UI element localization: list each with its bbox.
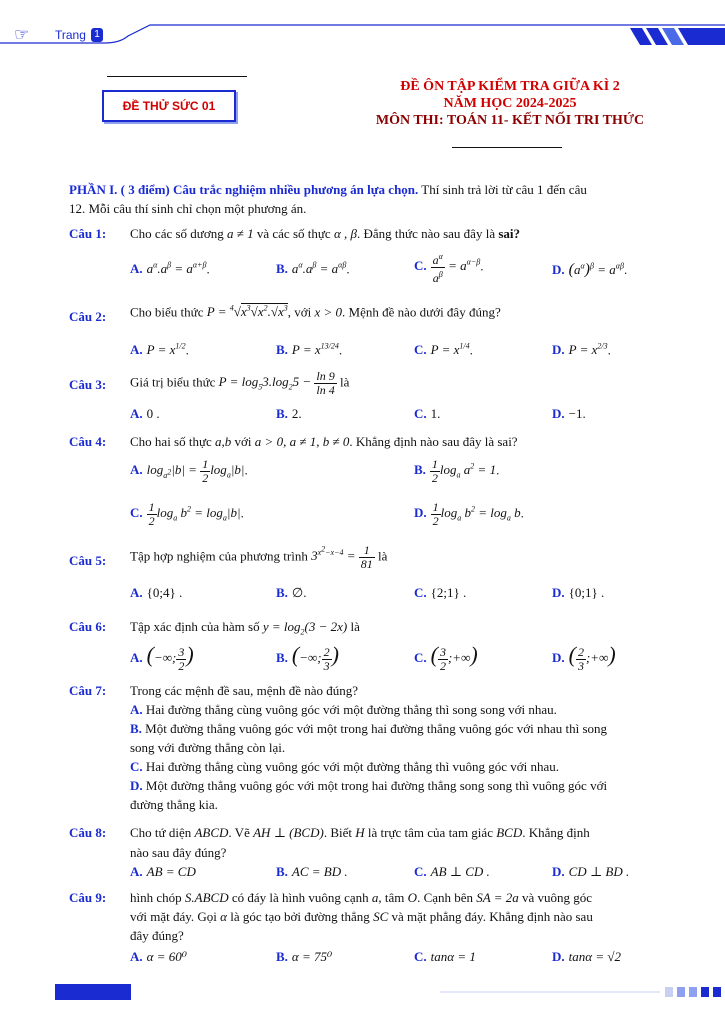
option-key: A. (130, 406, 143, 421)
option-key: B. (276, 585, 288, 600)
exam-badge-label: ĐỀ THỬ SỨC 01 (122, 99, 216, 113)
option-key: D. (552, 949, 565, 964)
q1-label: Câu 1: (69, 226, 107, 241)
option-key: B. (276, 650, 288, 665)
q5-option-c[interactable] (414, 585, 466, 601)
q7-option-d[interactable] (130, 778, 607, 794)
q1-text-c: . Đẳng thức nào sau đây là (357, 226, 496, 241)
q9-option-b-text: α = 75⁰ (291, 949, 333, 964)
q7-option-c-text: Hai đường thẳng cùng vuông góc với một đường thẳng thì vuông góc với nhau. (145, 759, 560, 774)
q9-option-c-text: tanα = 1 (430, 949, 476, 964)
q9-text-line3: đây đúng? (130, 928, 184, 943)
option-key: C. (414, 949, 427, 964)
header-decoration (0, 0, 725, 50)
q2-text-c: . Mệnh đề nào dưới đây đúng? (342, 304, 501, 320)
q8-text-c: . Biết (323, 825, 352, 840)
option-key: D. (130, 778, 143, 793)
q7-text: Trong các mệnh đề sau, mệnh đề nào đúng? (130, 683, 359, 698)
q1-text-sai: sai? (498, 226, 521, 241)
q6-option-a[interactable]: A. (−∞; $\frac{3}{2}$ ) (130, 642, 194, 673)
option-key: D. (552, 406, 565, 421)
q9-text-c: , tâm (378, 890, 405, 905)
q1-option-a[interactable]: A. $a^\alpha.a^\beta = a^{\alpha+\beta}$. (130, 261, 210, 277)
q6-label: Câu 6: (69, 619, 107, 634)
q2-text-a: Cho biểu thức (130, 304, 204, 320)
q9-text-e: và vuông góc (522, 890, 593, 905)
option-key: A. (130, 261, 143, 277)
q5-text-b: là (378, 548, 388, 564)
option-key: C. (414, 258, 427, 274)
q9-text-a: hình chóp (130, 890, 182, 905)
title-line-1: ĐỀ ÔN TẬP KIỂM TRA GIỮA KÌ 2 (400, 79, 620, 94)
q8-text-d: là trực tâm của tam giác (367, 825, 493, 840)
q5-text-a: Tập hợp nghiệm của phương trình (130, 548, 308, 564)
q8-option-d-text: CD ⊥ BD . (568, 864, 630, 879)
q8-option-b[interactable] (276, 864, 348, 880)
title-line-2: NĂM HỌC 2024-2025 (443, 96, 577, 111)
q8-option-a-text: AB = CD (146, 864, 196, 879)
q9-option-d[interactable] (552, 949, 621, 965)
q7-option-b-line2: song với đường thẳng còn lại. (130, 740, 286, 755)
page-number: 1 (91, 28, 103, 42)
section-intro-rest: Thí sinh trả lời từ câu 1 đến câu (418, 182, 587, 197)
section-intro (69, 180, 669, 218)
q3-option-b-text: 2. (291, 406, 302, 421)
q7-option-a[interactable] (130, 702, 557, 718)
q3-option-b[interactable] (276, 406, 302, 422)
option-key: A. (130, 949, 143, 964)
q4-option-c[interactable]: C. $\frac{1}{2}$ $\log_a b^2 = \log_a|b|$. (130, 500, 244, 528)
q6-option-b[interactable]: B. (−∞; $\frac{2}{3}$ ) (276, 642, 339, 673)
q1-text-a: Cho các số dương (130, 226, 224, 241)
q1-option-b[interactable]: B. $a^\alpha.a^\beta = a^{\alpha\beta}$. (276, 261, 350, 277)
q8-text-e: . Khẳng định (522, 825, 590, 840)
q7-option-b-text-1: Một đường thẳng vuông góc với một trong hai đường thẳng vuông góc với nhau thì song (145, 721, 608, 736)
q8-option-c[interactable] (414, 864, 490, 880)
divider-line-left (107, 76, 247, 77)
q7-option-d-text-1: Một đường thẳng vuông góc với một trong hai đường thẳng song song thì vuông góc với (145, 778, 608, 793)
q6-text: Tập xác định của hàm số $y = \log_2(3 - 2x)$ là (130, 619, 360, 637)
q9-text-line2: với mặt đáy. Gọi α là góc tạo bởi đường thẳng SC và mặt phẳng đáy. Khẳng định nào sau (130, 909, 593, 924)
q6-text-a: Tập xác định của hàm số (130, 619, 260, 634)
q2-text-b: , với (287, 304, 312, 320)
q6-option-c[interactable]: C. ( $\frac{3}{2}$ ;+∞) (414, 642, 478, 673)
q8-text-b: . Vẽ (228, 825, 250, 840)
q8-label: Câu 8: (69, 825, 107, 840)
q3-text-a: Giá trị biểu thức (130, 374, 216, 390)
option-key: D. (552, 864, 565, 879)
option-key: B. (276, 261, 288, 277)
option-key: A. (130, 702, 143, 717)
q9-text-b: có đáy là hình vuông cạnh (231, 890, 369, 905)
q5-option-b[interactable] (276, 585, 307, 601)
q9-option-a-text: α = 60⁰ (146, 949, 187, 964)
q8-option-d[interactable] (552, 864, 629, 880)
option-key: B. (276, 949, 288, 964)
q3-option-a-text: 0 . (146, 406, 160, 421)
q4-label: Câu 4: (69, 434, 107, 449)
option-key: C. (414, 406, 427, 421)
option-key: C. (414, 342, 427, 358)
option-key: A. (130, 650, 143, 665)
pointing-hand-icon: ☞ (14, 25, 30, 44)
q3-text-b: là (339, 374, 350, 390)
q9-text-d: . Cạnh bên (417, 890, 474, 905)
q5-text: Tập hợp nghiệm của phương trình $3^{x^2-x-4}$ = $\frac{1}{81}$ là (130, 543, 388, 571)
option-key: D. (552, 585, 565, 600)
q9-text-line2a: với mặt đáy. Gọi (130, 909, 217, 924)
option-key: C. (414, 650, 427, 665)
option-key: B. (276, 342, 288, 358)
q7-option-c[interactable] (130, 759, 559, 775)
q7-label: Câu 7: (69, 683, 107, 698)
option-key: D. (552, 342, 565, 358)
q5-option-c-text: {2;1} . (430, 585, 467, 600)
q2-label: Câu 2: (69, 309, 107, 324)
option-key: C. (130, 759, 143, 774)
q5-option-d-text: {0;1} . (568, 585, 605, 600)
q7-option-a-text: Hai đường thẳng cùng vuông góc với một đường thẳng thì song song với nhau. (145, 702, 557, 717)
q9-text: hình chóp S.ABCD có đáy là hình vuông cạnh a, tâm O. Cạnh bên SA = 2a và vuông góc (130, 890, 593, 905)
title-line-3: MÔN THI: TOÁN 11- KẾT NỐI TRI THỨC (375, 113, 645, 128)
option-key: A. (130, 864, 143, 879)
q5-option-a-text: {0;4} . (146, 585, 183, 600)
q5-option-d[interactable] (552, 585, 604, 601)
q9-text-line2b: là góc tạo bởi đường thẳng (230, 909, 370, 924)
q9-option-a[interactable] (130, 949, 187, 965)
q9-option-b[interactable] (276, 949, 332, 965)
q2-option-b[interactable]: B. $P = x^{13/24}$. (276, 342, 343, 358)
q3-option-d[interactable] (552, 406, 586, 422)
page-label: Trang (55, 28, 86, 42)
q8-option-c-text: AB ⊥ CD . (430, 864, 490, 879)
q1-option-c[interactable]: C. $\frac{a^\alpha}{a^\beta}$ = $a^{\alpha-\beta}$. (414, 252, 484, 285)
divider-line-right (452, 147, 562, 148)
q4-option-d[interactable]: D. $\frac{1}{2}$ $\log_a b^2 = \log_a b$. (414, 500, 524, 528)
q9-option-c[interactable] (414, 949, 476, 965)
footer-bar (55, 984, 131, 1000)
q2-option-a[interactable]: A. $P = x^{1/2}$. (130, 342, 189, 358)
section-intro-line2: 12. Mỗi câu thí sinh chỉ chọn một phương án. (69, 201, 307, 216)
q7-option-b[interactable] (130, 721, 607, 737)
q4-option-b[interactable]: B. $\frac{1}{2}$ $\log_a a^2 = 1$. (414, 457, 500, 485)
q8-option-a[interactable] (130, 864, 196, 880)
q9-text-line2c: và mặt phẳng đáy. Khẳng định nào sau (391, 909, 593, 924)
q5-label: Câu 5: (69, 553, 107, 568)
q3-option-a[interactable] (130, 406, 160, 422)
q3-label: Câu 3: (69, 377, 107, 392)
q1-text-b: và các số thực (256, 226, 331, 241)
q9-label: Câu 9: (69, 890, 107, 905)
q4-text-c: . Khẳng định nào sau đây là sai? (349, 434, 518, 449)
option-key: B. (130, 721, 142, 736)
option-key: B. (276, 864, 288, 879)
q2-option-c[interactable]: C. $P = x^{1/4}$. (414, 342, 473, 358)
q8-text-line2: nào sau đây đúng? (130, 845, 227, 860)
option-key: A. (130, 342, 143, 358)
q4-text-a: Cho hai số thực (130, 434, 212, 449)
option-key: D. (552, 650, 565, 665)
q4-text-b: với (234, 434, 252, 449)
option-key: C. (414, 585, 427, 600)
q5-option-b-text: ∅. (291, 585, 307, 600)
q1-text: Cho các số dương a ≠ 1 và các số thực α , β. Đẳng thức nào sau đây là sai? (130, 226, 521, 241)
q3-text: Giá trị biểu thức $P = \log_53.\log_25$ − $\frac{\ln 9}{\ln 4}$ là (130, 369, 350, 397)
option-key: C. (130, 505, 143, 521)
q3-option-c[interactable] (414, 406, 440, 422)
q5-option-a[interactable] (130, 585, 182, 601)
q1-option-d[interactable]: D. $(a^\alpha)^\beta = a^{\alpha\beta}$. (552, 261, 628, 278)
option-key: B. (414, 462, 426, 478)
q2-option-d[interactable]: D. $P = x^{2/3}$. (552, 342, 611, 358)
exam-badge (102, 90, 236, 122)
exam-title (360, 78, 660, 129)
q4-text: Cho hai số thực a,b với a > 0, a ≠ 1, b ≠ 0. Khẳng định nào sau đây là sai? (130, 434, 518, 449)
q7-option-d-line2: đường thẳng kia. (130, 797, 218, 812)
q6-text-b: là (350, 619, 360, 634)
footer-decoration (440, 984, 725, 1000)
option-key: B. (276, 406, 288, 421)
option-key: A. (130, 462, 143, 478)
section-intro-bold: PHẦN I. ( 3 điểm) Câu trắc nghiệm nhiều phương án lựa chọn. (69, 182, 419, 197)
q2-text: Cho biểu thức $P = ^4√x^3√x^2.√x^3$, với x > 0. Mệnh đề nào dưới đây đúng? (130, 304, 501, 320)
q6-option-d[interactable]: D. ( $\frac{2}{3}$ ;+∞) (552, 642, 616, 673)
option-key: A. (130, 585, 143, 600)
option-key: D. (414, 505, 427, 521)
q3-option-c-text: 1. (430, 406, 441, 421)
q3-option-d-text: −1. (568, 406, 586, 421)
option-key: D. (552, 262, 565, 277)
q8-option-b-text: AC = BD . (291, 864, 348, 879)
q8-text-a: Cho tứ diện (130, 825, 192, 840)
q4-option-a[interactable]: A. $\log_{a^2}|b|$ = $\frac{1}{2}$ $\log_a|b|$. (130, 457, 248, 485)
q8-text: Cho tứ diện ABCD. Vẽ AH ⊥ (BCD). Biết H là trực tâm của tam giác BCD. Khẳng định (130, 825, 590, 840)
option-key: C. (414, 864, 427, 879)
q9-option-d-text: tanα = √2 (568, 949, 621, 964)
